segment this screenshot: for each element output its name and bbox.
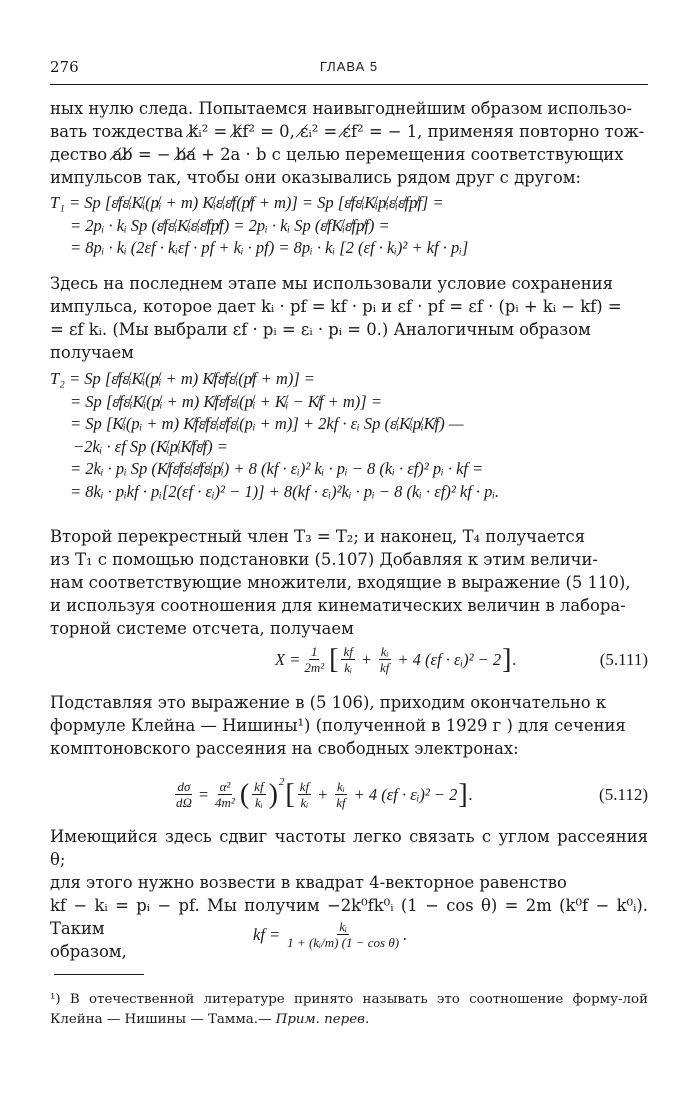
formula-tail: + 4 (εf · εᵢ)² − 2 <box>353 785 458 804</box>
equation-line: = 8pᵢ · kᵢ (2εf · kᵢεf · pf + kᵢ · pf) = 8pᵢ · kᵢ [2 (εf · kᵢ)² + kf · pᵢ] <box>70 238 469 257</box>
text-line: формуле Клейна — Нишины¹) (полученной в 1929 г ) для сечения <box>50 716 626 735</box>
text-line: Второй перекрестный член T₃ = T₂; и наконец, T₄ получается <box>50 527 586 546</box>
text-line: из T₁ с помощью подстановки (5.107) Добавляя к этим величи- <box>50 550 598 569</box>
text-line: для этого нужно возвести в квадрат 4-векторное равенство <box>50 873 567 892</box>
fraction-numerator: kf <box>343 644 353 659</box>
text-line: импульсов так, чтобы они оказывались рядом друг с другом: <box>50 168 582 187</box>
fraction-numerator: 1 <box>310 644 318 659</box>
text-line: образом, <box>50 942 127 961</box>
text-line: дество a̸b̸ = − b̸a̸ + 2a · b с целью перемещения соответствующих <box>50 145 624 164</box>
equation-line: = Sp [K̸ᵢ(pᵢ + m) K̸fε̸fε̸ᵢε̸fε̸ᵢ(pᵢ + m)] + 2kf · εᵢ Sp (ε̸ᵢK̸ᵢp̸ᵢK̸f) — <box>70 414 464 433</box>
formula-tail: + 4 (εf · εᵢ)² − 2 <box>397 650 502 669</box>
fraction-coefficient <box>302 645 326 675</box>
fraction-kf-ki <box>298 780 311 810</box>
formula-lhs: kf = <box>253 925 281 944</box>
fraction-numerator: dσ <box>177 779 191 794</box>
fraction-denominator: dΩ <box>176 795 192 810</box>
fraction-numerator: kᵢ <box>337 779 345 794</box>
page-header <box>50 58 648 80</box>
formula-end: . <box>403 925 408 944</box>
formula-end: . <box>512 650 517 669</box>
text-line: и используя соотношения для кинематических величин в лабора- <box>50 596 626 615</box>
left-bracket: [ <box>285 779 295 810</box>
equation-line: T₂ = Sp [ε̸fε̸ᵢK̸ᵢ(p̸ᵢ + m) K̸fε̸fε̸ᵢ(p̸f + m)] = <box>50 369 316 388</box>
text-line: вать тождества k̸ᵢ² = k̸f² = 0, ε̸ᵢ² = ε̸f² = − 1, применяя повторно тож- <box>50 122 645 141</box>
fraction-compton <box>285 920 401 950</box>
text-line: = εf kᵢ. (Мы выбрали εf · pᵢ = εᵢ · pᵢ = 0.) Аналогичным образом <box>50 320 591 339</box>
fraction-denominator: kᵢ <box>300 795 309 810</box>
fraction-numerator: α² <box>219 779 231 794</box>
equation-t2 <box>50 368 648 503</box>
fraction-ki-kf <box>378 645 391 675</box>
text-line: kf − kᵢ = pᵢ − pf. Мы получим −2k⁰fk⁰ᵢ (1 − cos θ) = 2m (k⁰f − k⁰ᵢ). Таким <box>50 896 648 938</box>
text-line: торной системе отсчета, получаем <box>50 619 354 638</box>
fraction-denominator: kf <box>380 660 390 675</box>
fraction-denominator: 4m² <box>215 795 235 810</box>
formula-end: . <box>468 785 473 804</box>
text-line: получаем <box>50 343 134 362</box>
fraction-kf-ki <box>341 645 354 675</box>
fraction-denominator: kᵢ <box>344 660 353 675</box>
equation-t1 <box>50 192 648 260</box>
left-bracket: [ <box>329 644 339 675</box>
footnote-text: ¹) В отечественной литературе принято называть это соотношение форму-лой Клейна — Нишины — Тамма.— <box>50 992 648 1027</box>
fraction-ratio <box>252 780 265 810</box>
fraction-denominator: 1 + (kᵢ/m) (1 − cos θ) <box>287 935 400 950</box>
formula-x <box>275 637 517 683</box>
fraction-numerator: kf <box>299 779 310 794</box>
equation-line: T₁ = Sp [ε̸fε̸ᵢK̸ᵢ(p̸ᵢ + m) K̸ᵢε̸ᵢε̸f(p̸f + m)] = Sp [ε̸fε̸ᵢK̸ᵢp̸ᵢε̸ᵢε̸fp̸f] = <box>50 193 444 212</box>
equation-number: (5.111) <box>599 650 648 669</box>
text-line: ных нулю следа. Попытаемся наивыгоднейшим образом использо- <box>50 99 633 118</box>
text-line: импульса, которое дает kᵢ · pf = kf · pᵢ и εf · pf = εf · (pᵢ + kᵢ − kf) = <box>50 297 622 316</box>
page-number: 276 <box>50 58 79 76</box>
equation-line: = Sp [ε̸fε̸ᵢK̸ᵢ(p̸ᵢ + m) K̸fε̸fε̸ᵢ(p̸ᵢ + K̸ᵢ − K̸f + m)] = <box>70 391 382 411</box>
formula-kf <box>253 912 407 958</box>
equation-line: = 2pᵢ · kᵢ Sp (ε̸fε̸ᵢK̸ᵢε̸ᵢε̸fp̸f) = 2pᵢ · kᵢ Sp (ε̸fK̸ᵢε̸fp̸f) = <box>70 215 390 235</box>
fraction-denominator: kf <box>336 795 346 810</box>
running-head: ГЛАВА 5 <box>319 59 379 74</box>
formula-cross-section <box>172 772 473 818</box>
paragraph-klein-nishina <box>50 691 648 760</box>
text-line: Подставляя это выражение в (5 106), приходим окончательно к <box>50 693 607 712</box>
footnote <box>50 990 648 1030</box>
equation-line: = 8kᵢ · pᵢkf · pᵢ[2(εf · εᵢ)² − 1)] + 8(kf · εᵢ)²kᵢ · pᵢ − 8 (kᵢ · εf)² kf · pᵢ. <box>70 481 500 501</box>
footnote-rule <box>54 974 144 975</box>
text-line: Здесь на последнем этапе мы использовали условие сохранения <box>50 274 613 293</box>
left-paren: ( <box>239 779 250 810</box>
equation-line: −2kᵢ · εf Sp (K̸ᵢp̸ᵢK̸fε̸f) = <box>73 436 228 456</box>
translator-note: Прим. перев. <box>275 1012 370 1027</box>
paragraph-identities <box>50 97 648 189</box>
equation-number: (5.112) <box>599 785 648 804</box>
text-line: Имеющийся здесь сдвиг частоты легко связать с углом рассеяния θ; <box>50 827 648 869</box>
plus-sign: + <box>360 650 372 669</box>
equation-5-112 <box>50 772 648 818</box>
fraction-numerator: kf <box>254 779 264 794</box>
fraction-denominator: 2m² <box>304 660 325 675</box>
fraction-alpha <box>213 780 237 810</box>
fraction-numerator: kᵢ <box>380 644 389 659</box>
plus-sign: + <box>317 785 329 804</box>
text-line: комптоновского рассеяния на свободных электронах: <box>50 739 519 758</box>
fraction-denominator: kᵢ <box>254 795 263 810</box>
header-rule <box>50 84 648 85</box>
square-exponent: 2 <box>278 776 285 788</box>
formula-lhs: X = <box>275 650 301 669</box>
text-line: нам соответствующие множители, входящие в выражение (5 110), <box>50 573 631 592</box>
equation-line: = 2kᵢ · pᵢ Sp (K̸fε̸fε̸ᵢε̸fε̸ᵢp̸ᵢ) + 8 (kf · εᵢ)² kᵢ · pᵢ − 8 (kᵢ · εf)² pᵢ · kf = <box>70 459 484 478</box>
paragraph-momentum <box>50 272 648 364</box>
fraction-numerator: kᵢ <box>339 919 348 934</box>
paragraph-cross-terms <box>50 525 648 640</box>
right-paren: ) <box>268 779 278 810</box>
right-bracket: ] <box>458 779 468 810</box>
equation-5-111 <box>50 637 648 683</box>
equation-kf <box>50 912 648 958</box>
fraction-ki-kf <box>334 780 347 810</box>
fraction-dsigma-domega <box>174 780 194 810</box>
right-bracket: ] <box>502 644 512 675</box>
equals-sign: = <box>197 785 210 804</box>
